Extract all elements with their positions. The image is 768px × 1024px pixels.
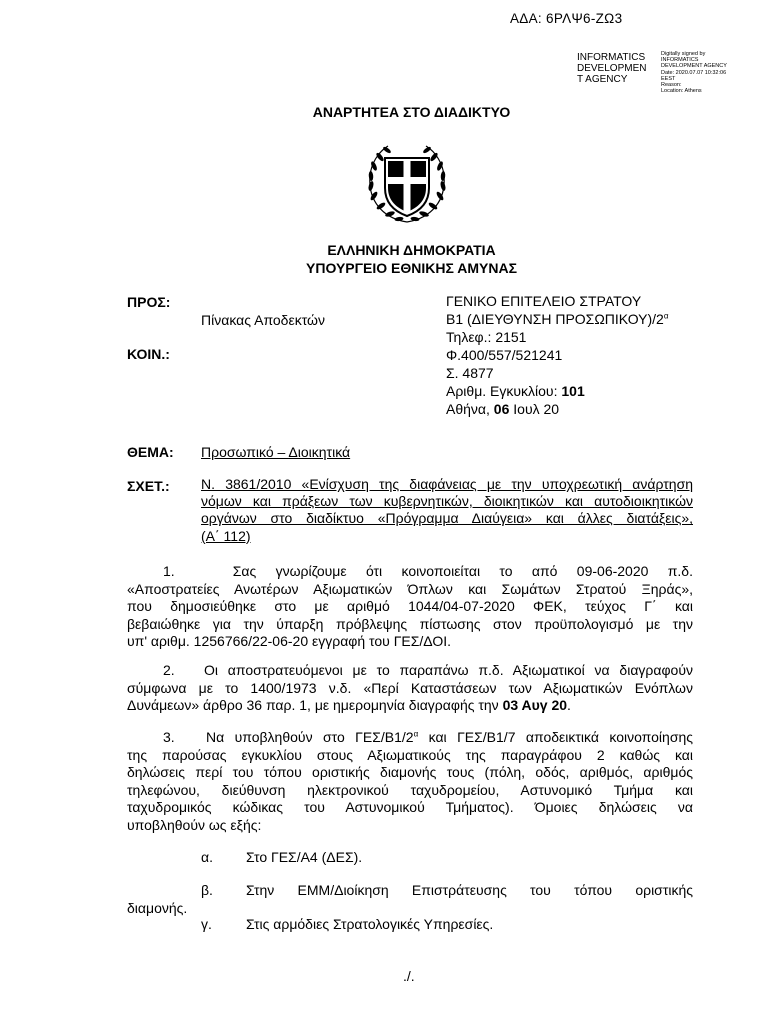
s-number: Σ. 4877 [446, 365, 494, 381]
digital-signature-details [661, 51, 761, 94]
subject-value: Προσωπικό – Διοικητικά [201, 444, 351, 460]
signature-detail-line: Reason: [661, 82, 682, 89]
paragraph-line: ταχυδρομικός κώδικας του Αστυνομικού Τμήματος). Όμοιες δηλώσεις να [127, 799, 693, 815]
paragraph-line: που δημοσιεύθηκε στο με αριθμό 1044/04-07-2020 ΦΕΚ, τεύχος Γ΄ και [127, 598, 693, 614]
paragraph-line: υπ' αριθμ. 1256766/22-06-20 εγγραφή του ΓΕΣ/ΔΟΙ. [127, 633, 452, 649]
list-item-continuation: διαμονής. [127, 900, 188, 916]
signature-org-line: DEVELOPMEN [577, 63, 647, 74]
paragraph-line: υποβληθούν ως εξής: [127, 816, 262, 833]
paragraph-number: 3. [163, 729, 175, 745]
paragraph-1 [127, 563, 693, 651]
greek-coat-of-arms-icon [362, 138, 452, 228]
paragraph-line: Δυνάμεων» άρθρο 36 παρ. 1, με ημερομηνία διαγραφής την 03 Αυγ 20. [127, 697, 571, 713]
republic-name: ΕΛΛΗΝΙΚΗ ΔΗΜΟΚΡΑΤΙΑ [327, 242, 496, 258]
sender-phone: Τηλεφ.: 2151 [446, 329, 527, 345]
list-item-text: Στις αρμόδιες Στρατολογικές Υπηρεσίες. [246, 916, 494, 932]
signature-org-line: T AGENCY [577, 74, 628, 85]
signature-org-line: INFORMATICS [577, 52, 646, 63]
continuation-mark: ./. [403, 968, 415, 984]
signature-detail-line: Digitally signed by [661, 51, 706, 57]
issuer-block [0, 241, 768, 277]
paragraph-line: σύμφωνα με το 1400/1973 ν.δ. «Περί Καταστάσεων των Αξιωματικών Ενόπλων [127, 679, 693, 696]
paragraph-line: «Αποστρατείες Ανωτέρων Αξιωματικών Όπλων και Σωμάτων Στρατού Ξηράς», [127, 580, 693, 597]
paragraph-line: τηλεφώνου, διεύθυνση ηλεκτρονικού ταχυδρομείου, Αστυνομικό Τμήμα και [127, 781, 693, 798]
document-date: Αθήνα, 06 Ιουλ 20 [446, 401, 560, 417]
removal-date: 03 Αυγ 20 [502, 697, 568, 713]
paragraph-line: 1. Σας γνωρίζουμε ότι κοινοποιείται το από 09-06-2020 π.δ. [163, 563, 693, 579]
paragraph-line: βεβαιώθηκε για την ύπαρξη πρόβλεψης πίστωσης στον προϋπολογισμό με την [127, 615, 693, 632]
paragraph-2 [127, 662, 693, 715]
file-number: Φ.400/557/521241 [446, 347, 563, 363]
ada-code: ΑΔΑ: 6ΡΛΨ6-ΖΩ3 [510, 11, 623, 26]
cc-label: ΚΟΙΝ.: [127, 346, 170, 362]
paragraph-number: 1. [163, 563, 175, 579]
signature-detail-line: EEST [661, 75, 676, 82]
list-item-marker: β. [201, 882, 213, 898]
sender-dept: Β1 (ΔΙΕΥΘΥΝΣΗ $\Pi PO\Sigma\Omega\Pi IKO\Upsilon)/2^\alpha$ [446, 311, 669, 327]
list-item-text: Στο ΓΕΣ/Α4 (ΔΕΣ). [246, 849, 363, 865]
paragraph-number: 2. [163, 662, 175, 678]
signature-detail-line: INFORMATICS [661, 57, 699, 64]
to-label: ΠΡΟΣ: [127, 294, 171, 310]
to-recipients: Πίνακας Αποδεκτών [201, 312, 325, 328]
reference-line: Ν. 3861/2010 «Ενίσχυση της διαφάνειας με την υποχρεωτική ανάρτηση [201, 476, 693, 492]
ministry-name: ΥΠΟΥΡΓΕΙΟ ΕΘΝΙΚΗΣ ΑΜΥΝΑΣ [306, 260, 517, 276]
reference-line: οργάνων στο διαδίκτυο «Πρόγραμμα Διαύγεια» και άλλες διατάξεις», [201, 510, 693, 527]
paragraph-line: δηλώσεις περί του τόπου οριστικής διαμονής τους (πόλη, οδός, αριθμός, αριθμός [127, 764, 693, 780]
list-item-text: Στην ΕΜΜ/Διοίκηση Επιστράτευσης του τόπου οριστικής [246, 882, 693, 898]
reference-text [201, 476, 693, 545]
list-item-marker: γ. [201, 916, 212, 932]
signature-detail-line: Location: Athens [661, 88, 702, 95]
signature-detail-line: Date: 2020.07.07 10:32:06 [661, 69, 727, 76]
paragraph-line: της παρούσας εγκυκλίου στους Αξιωματικούς της παραγράφου 2 καθώς και [127, 746, 693, 763]
sender-org: ΓΕΝΙΚΟ ΕΠΙΤΕΛΕΙΟ ΣΤΡΑΤΟΥ [446, 293, 642, 309]
paragraph-3 [127, 729, 693, 834]
digital-signature-org [577, 52, 659, 85]
reference-line: νόμων και πράξεων των κυβερνητικών, διοικητικών και αυτοδιοικητικών [201, 493, 693, 510]
reference-label: ΣΧΕΤ.: [127, 478, 170, 494]
signature-detail-line: DEVELOPMENT AGENCY [661, 63, 727, 70]
subject-label: ΘΕΜΑ: [127, 444, 174, 460]
paragraph-line: 2. Οι αποστρατευόμενοι με το παραπάνω π.δ. Αξιωματικοί να διαγραφούν [163, 662, 694, 678]
public-notice-title: ΑΝΑΡΤΗΤΕΑ ΣΤΟ ΔΙΑΔΙΚΤΥΟ [312, 104, 511, 120]
paragraph-line: 3. Να υποβληθούν στο ΓΕΣ/$B1/2^\alpha$ και ΓΕΣ/Β1/7 αποδεικτικά κοινοποίησης [163, 729, 694, 745]
reference-line: (Α΄ 112) [201, 527, 251, 544]
list-item-marker: α. [201, 849, 213, 865]
sender-block [446, 292, 668, 418]
circular-number: Αριθμ. Εγκυκλίου: 101 [446, 383, 585, 399]
